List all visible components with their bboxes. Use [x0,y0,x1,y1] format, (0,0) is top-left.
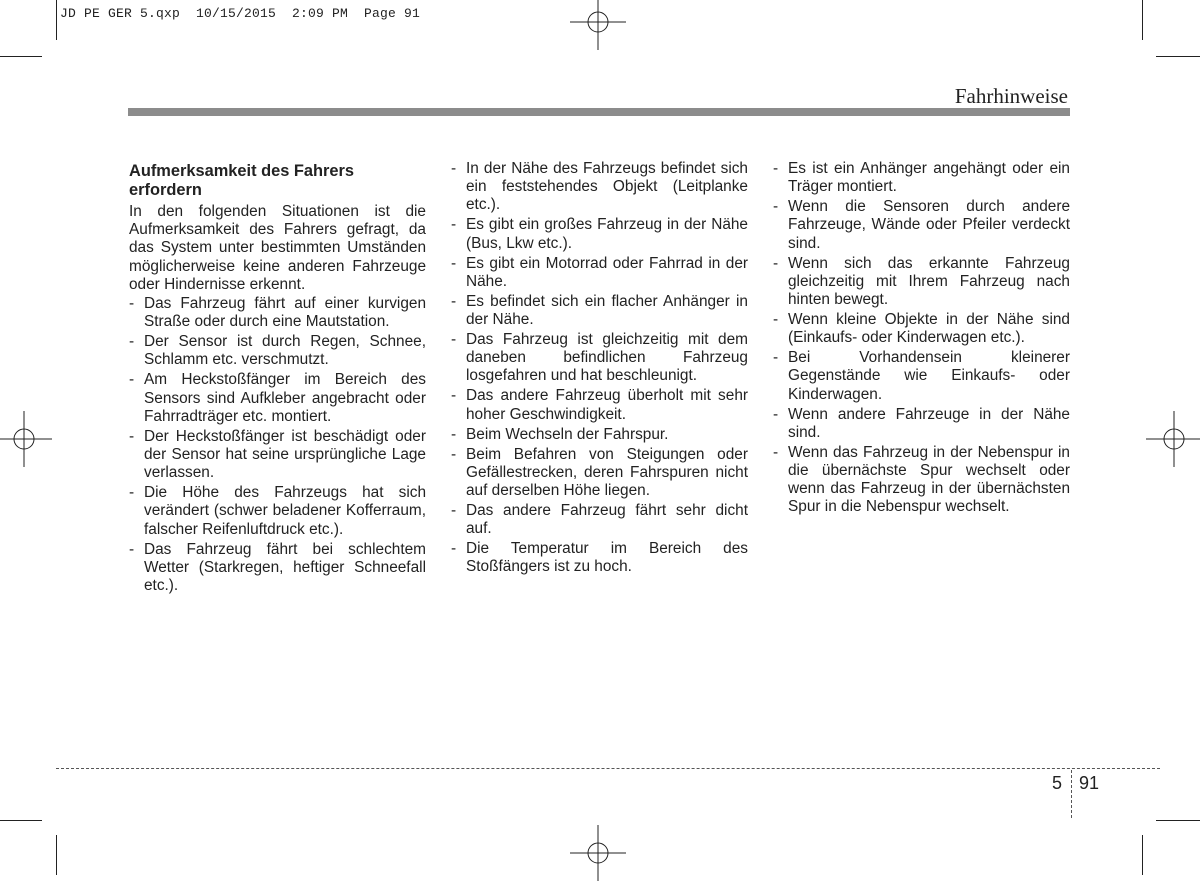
list-item: - Das andere Fahrzeug fährt sehr dicht auf. [451,502,748,538]
bullet-list [129,295,426,595]
list-item: - Es gibt ein Motorrad oder Fahrrad in der Nähe. [451,254,748,290]
registration-mark-bottom [570,825,626,881]
text-column-2 [451,160,748,578]
list-item: - Es ist ein Anhänger angehängt oder ein Träger montiert. [773,160,1070,196]
text-column-1 [129,160,426,597]
list-item: - Das Fahrzeug fährt auf einer kurvigen Straße oder durch eine Mautstation. [129,295,426,331]
list-item: - Der Heckstoßfänger ist beschädigt oder der Sensor hat seine ursprüngliche Lage verlassen. [129,427,426,482]
text-column-3 [773,160,1070,518]
footer-rule [56,768,1160,769]
list-item: - Es befindet sich ein flacher Anhänger in der Nähe. [451,292,748,329]
bullet-list [451,160,748,577]
list-item: - Wenn kleine Objekte in der Nähe sind (Einkaufs- oder Kinderwagen etc.). [773,311,1070,347]
footer-divider [1071,770,1072,818]
list-item: - Es gibt ein großes Fahrzeug in der Nähe (Bus, Lkw etc.). [451,216,748,252]
list-item: - Die Temperatur im Bereich des Stoßfängers ist zu hoch. [451,540,748,576]
list-item: - Die Höhe des Fahrzeugs hat sich verändert (schwer beladener Kofferraum, falscher Reifenluftdruck etc.). [129,484,426,538]
list-item: - Das Fahrzeug fährt bei schlechtem Wetter (Starkregen, heftiger Schneefall etc.). [129,540,426,595]
registration-mark-left [0,411,52,467]
intro-paragraph: In den folgenden Situationen ist die Aufmerksamkeit des Fahrers gefragt, da das System unter bestimmten Umständen möglicherweise keine anderen Fahrzeuge oder Hindernisse erkennt. [129,203,426,293]
list-item: - Wenn sich das erkannte Fahrzeug gleichzeitig mit Ihrem Fahrzeug nach hinten bewegt. [773,254,1070,309]
page-number: 91 [1079,773,1100,793]
list-item: - Der Sensor ist durch Regen, Schnee, Schlamm etc. verschmutzt. [129,333,426,369]
registration-mark-top [570,0,626,50]
list-item: - In der Nähe des Fahrzeugs befindet sich ein feststehendes Objekt (Leitplanke etc.). [451,160,748,214]
registration-mark-right [1146,411,1200,467]
list-item: - Beim Befahren von Steigungen oder Gefällestrecken, deren Fahrspuren nicht auf derselben Höhe liegen. [451,445,748,500]
list-item: - Bei Vorhandensein kleinerer Gegenstände wie Einkaufs- oder Kinderwagen. [773,349,1070,403]
list-item: - Beim Wechseln der Fahrspur. [451,425,669,443]
section-heading: Aufmerksamkeit des Fahrers erfordern [129,162,355,199]
list-item: - Am Heckstoßfänger im Bereich des Sensors sind Aufkleber angebracht oder Fahrradträger etc. montiert. [129,371,426,425]
list-item: - Wenn die Sensoren durch andere Fahrzeuge, Wände oder Pfeiler verdeckt sind. [773,198,1070,252]
header-rule [128,108,1070,116]
print-slug: JD PE GER 5.qxp 10/15/2015 2:09 PM Page 91 [60,6,421,21]
bullet-list [773,160,1070,517]
list-item: - Wenn das Fahrzeug in der Nebenspur in die übernächste Spur wechselt oder wenn das Fahrzeug in der übernächsten Spur in die Nebenspur wechselt. [773,443,1070,516]
list-item: - Das Fahrzeug ist gleichzeitig mit dem daneben befindlichen Fahrzeug losgefahren und hat beschleunigt. [451,331,748,385]
section-title: Fahrhinweise [954,84,1068,108]
list-item: - Wenn andere Fahrzeuge in der Nähe sind. [773,405,1070,441]
section-number: 5 [1052,773,1063,793]
list-item: - Das andere Fahrzeug überholt mit sehr hoher Geschwindigkeit. [451,387,748,423]
